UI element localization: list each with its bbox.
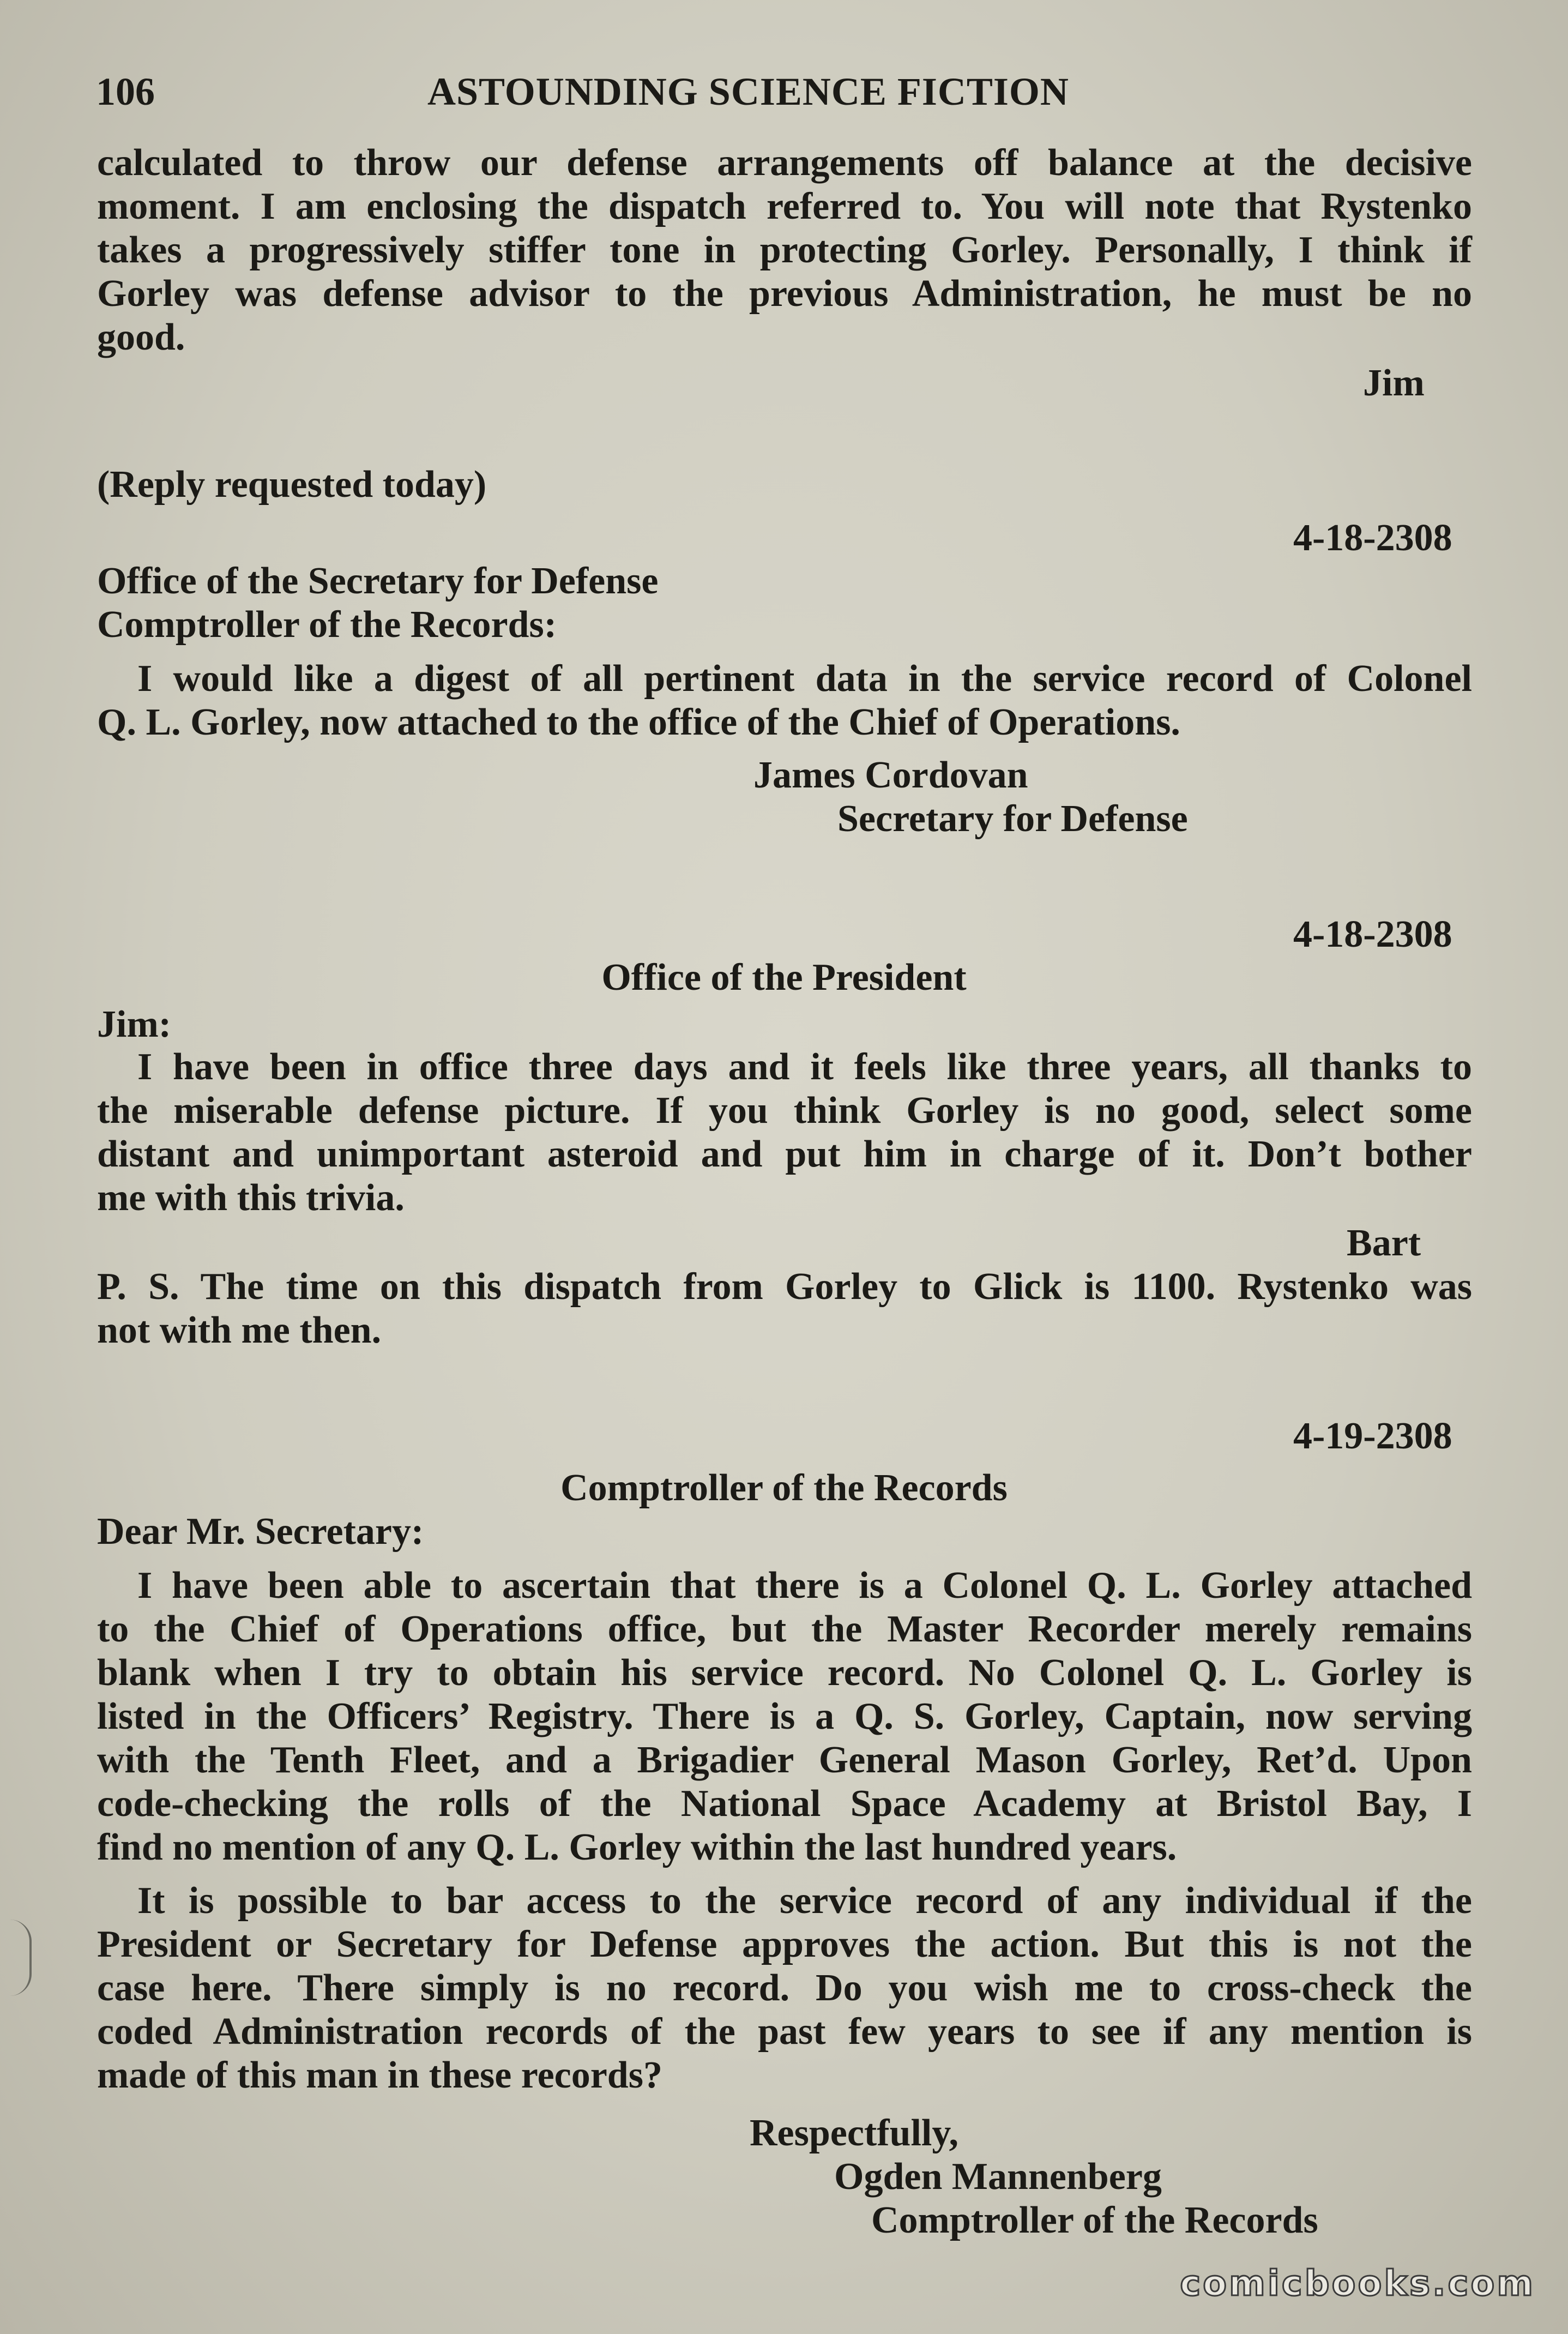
signature-title: Secretary for Defense (837, 798, 1188, 840)
text-line: Gorley was defense advisor to the previous Administration, he must be no (97, 273, 1472, 315)
text-line: takes a progressively stiffer tone in protecting Gorley. Personally, I think if (97, 229, 1472, 271)
text-line: blank when I try to obtain his service record. No Colonel Q. L. Gorley is (97, 1652, 1472, 1694)
magazine-title: ASTOUNDING SCIENCE FICTION (427, 70, 1069, 113)
text-line: find no mention of any Q. L. Gorley within the last hundred years. (97, 1826, 1177, 1868)
text-line: moment. I am enclosing the dispatch referred to. You will note that Rystenko (97, 185, 1472, 227)
signature: Jim (1363, 362, 1425, 404)
text-line: I have been in office three days and it feels like three years, all thanks to (137, 1046, 1472, 1088)
text-line: President or Secretary for Defense approves the action. But this is not the (97, 1923, 1472, 1965)
office-heading: Office of the President (601, 957, 967, 998)
text-line: It is possible to bar access to the service record of any individual if the (137, 1880, 1472, 1922)
memo-date: 4-18-2308 (1293, 913, 1452, 955)
memo-date: 4-19-2308 (1293, 1415, 1452, 1457)
reply-note: (Reply requested today) (97, 464, 487, 506)
memo-to: Comptroller of the Records: (97, 604, 557, 646)
text-line: listed in the Officers’ Registry. There is a Q. S. Gorley, Captain, now serving (97, 1695, 1472, 1737)
page-edge-mark (10, 1920, 32, 1996)
text-line: made of this man in these records? (97, 2054, 662, 2096)
office-heading: Comptroller of the Records (560, 1467, 1008, 1509)
signature-title: Comptroller of the Records (871, 2199, 1318, 2241)
signature-name: Ogden Mannenberg (834, 2156, 1162, 2198)
text-line: P. S. The time on this dispatch from Gorley to Glick is 1100. Rystenko was (97, 1266, 1472, 1308)
signature: Bart (1347, 1222, 1421, 1264)
signature-name: James Cordovan (753, 754, 1028, 796)
text-line: coded Administration records of the past few years to see if any mention is (97, 2011, 1472, 2053)
text-line: distant and unimportant asteroid and put him in charge of it. Don’t bother (97, 1133, 1472, 1175)
watermark: comicbooks.com (1180, 2264, 1535, 2304)
text-line: I have been able to ascertain that there is a Colonel Q. L. Gorley attached (137, 1565, 1472, 1607)
text-line: good. (97, 316, 185, 358)
text-line: the miserable defense picture. If you think Gorley is no good, select some (97, 1090, 1472, 1132)
salutation: Dear Mr. Secretary: (97, 1511, 424, 1553)
text-line: not with me then. (97, 1309, 382, 1351)
memo-date: 4-18-2308 (1293, 517, 1452, 559)
closing: Respectfully, (750, 2112, 959, 2154)
text-line: code-checking the rolls of the National Space Academy at Bristol Bay, I (97, 1783, 1472, 1825)
text-line: I would like a digest of all pertinent data in the service record of Colonel (137, 658, 1472, 700)
page-number: 106 (96, 70, 155, 113)
text-line: case here. There simply is no record. Do you wish me to cross-check the (97, 1967, 1472, 2009)
text-line: calculated to throw our defense arrangements off balance at the decisive (97, 142, 1472, 184)
memo-from: Office of the Secretary for Defense (97, 560, 659, 602)
salutation: Jim: (97, 1003, 172, 1045)
text-line: me with this trivia. (97, 1177, 405, 1219)
text-line: with the Tenth Fleet, and a Brigadier General Mason Gorley, Ret’d. Upon (97, 1739, 1472, 1781)
text-line: Q. L. Gorley, now attached to the office of the Chief of Operations. (97, 701, 1180, 743)
text-line: to the Chief of Operations office, but the Master Recorder merely remains (97, 1608, 1472, 1650)
